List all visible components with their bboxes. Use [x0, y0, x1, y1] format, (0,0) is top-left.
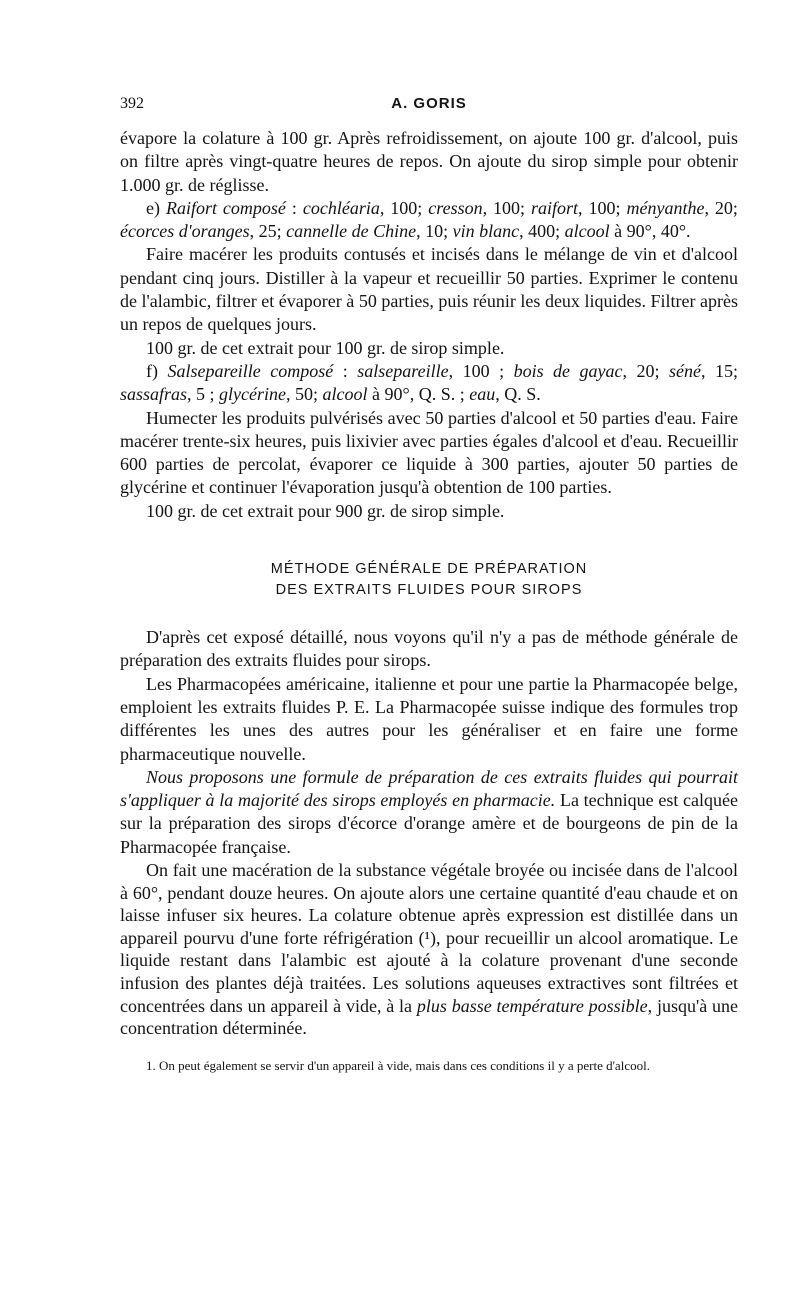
italic-text-run: ményanthe	[626, 197, 705, 218]
page-header	[120, 95, 738, 119]
text-run: , 25;	[249, 221, 287, 242]
italic-text-run: écorces d'oranges	[120, 221, 250, 242]
footnote-text: On peut également se servir d'un appareil à vide, mais dans ces conditions il y a perte d'alcool.	[159, 1057, 650, 1073]
text-run: , jusqu'à une concentration déterminée.	[120, 995, 738, 1039]
italic-text-run: raifort	[531, 197, 579, 218]
text-run: , 20;	[704, 197, 738, 218]
paragraph	[120, 859, 738, 1040]
text-run: , 20;	[622, 360, 669, 381]
text-run: , 100;	[379, 197, 429, 218]
italic-text-run: sassafras	[120, 384, 188, 405]
paragraph	[120, 127, 738, 197]
text-run: , 100 ;	[448, 360, 514, 381]
italic-text-run: vin blanc	[452, 221, 520, 242]
text-run: , 15;	[700, 360, 738, 381]
section-heading-line: DES EXTRAITS FLUIDES POUR SIROPS	[275, 582, 583, 599]
italic-text-run: alcool	[564, 221, 610, 242]
section-heading	[120, 559, 738, 601]
text-run: e)	[146, 197, 166, 218]
text-run: 100 gr. de cet extrait pour 900 gr. de sirop simple.	[146, 500, 505, 521]
text-run: , Q. S.	[495, 384, 541, 405]
text-run: 100 gr. de cet extrait pour 100 gr. de sirop simple.	[146, 337, 505, 358]
text-run: f)	[146, 360, 168, 381]
italic-text-run: salsepareille	[357, 360, 449, 381]
paragraph	[120, 673, 738, 766]
running-title: A. GORIS	[391, 95, 467, 112]
italic-text-run: glycérine	[219, 384, 287, 405]
text-run: , 10;	[416, 221, 453, 242]
paragraph	[120, 243, 738, 336]
italic-text-run: alcool	[322, 384, 368, 405]
paragraph-salsepareille-compose	[120, 360, 738, 407]
text-run: , 5 ;	[187, 384, 220, 405]
text-run: à 90°, Q. S. ;	[367, 384, 470, 405]
text-run: :	[333, 360, 358, 381]
footnote	[120, 1056, 738, 1075]
italic-text-run: eau	[469, 384, 496, 405]
italic-text-run: Raifort composé	[165, 197, 286, 218]
text-run: D'après cet exposé détaillé, nous voyons qu'il n'y a pas de méthode générale de préparation des extraits fluides pour sirops.	[120, 627, 738, 671]
text-run: évapore la colature à 100 gr. Après refroidissement, on ajoute 100 gr. d'alcool, puis on filtre après vingt-quatre heures de repos. On ajoute du sirop simple pour obtenir 1.000 gr. de réglisse.	[120, 128, 738, 195]
text-run: , 100;	[482, 197, 532, 218]
italic-text-run: bois de gayac	[513, 360, 623, 381]
text-run: , 50;	[286, 384, 323, 405]
italic-text-run: cochléaria	[302, 197, 380, 218]
text-run: , 100;	[578, 197, 627, 218]
italic-text-run: plus basse température possible	[416, 995, 648, 1016]
italic-text-run: cresson	[428, 197, 483, 218]
italic-text-run: Salsepareille composé	[167, 360, 334, 381]
italic-text-run: Nous proposons une formule de préparation de ces extraits fluides qui pourrait s'appliquer à la majorité des sirops employés en pharmacie.	[120, 766, 738, 811]
text-run: , 400;	[519, 221, 565, 242]
text-run: Faire macérer les produits contusés et incisés dans le mélange de vin et d'alcool pendant cinq jours. Distiller à la vapeur et recueillir 50 parties. Exprimer le contenu de l'alambic, filtrer et évaporer à 50 parties, puis réunir les deux liquides. Filtrer après un repos de quelques jours.	[120, 244, 738, 335]
italic-text-run: séné	[669, 360, 701, 381]
text-run: :	[285, 197, 303, 218]
paragraph	[120, 626, 738, 673]
text-run: Humecter les produits pulvérisés avec 50 parties d'alcool et 50 parties d'eau. Faire macérer trente-six heures, puis lixivier avec parties égales d'alcool et d'eau. Recueillir 600 parties de percolat, évaporer ce liquide à 300 parties, ajouter 50 parties de glycérine et continuer l'évaporation jusqu'à obtention de 100 parties.	[120, 407, 738, 498]
footnote-marker: 1.	[146, 1057, 156, 1073]
page-number: 392	[120, 95, 144, 112]
paragraph	[120, 337, 738, 360]
paragraph	[120, 407, 738, 500]
text-run: à 90°, 40°.	[609, 221, 691, 242]
text-run: On fait une macération de la substance végétale broyée ou incisée dans de l'alcool à 60°, pendant douze heures. On ajoute alors une certaine quantité d'eau chaude et on laisse infuser six heures. La colature obtenue après expression est distillée dans un appareil pourvu d'une forte réfrigération (¹), pour recueillir un alcool aromatique. Le liquide restant dans l'alambic est ajouté à la colature provenant d'une seconde infusion des plantes déjà traitées. Les solutions aqueuses extractives sont filtrées et concentrées dans un appareil à vide, à la	[120, 860, 738, 1016]
paragraph	[120, 766, 738, 859]
italic-text-run: cannelle de Chine	[286, 221, 417, 242]
section-heading-line: MÉTHODE GÉNÉRALE DE PRÉPARATION	[270, 561, 588, 578]
body-text	[120, 127, 738, 1075]
text-run: La technique est calquée sur la préparation des sirops d'écorce d'orange amère et de bourgeons de pin de la Pharmacopée française.	[120, 790, 738, 857]
text-run: Les Pharmacopées américaine, italienne et pour une partie la Pharmacopée belge, emploient les extraits fluides P. E. La Pharmacopée suisse indique des formules trop différentes les unes des autres pour les généraliser et en faire une forme pharmaceutique nouvelle.	[120, 673, 738, 764]
paragraph	[120, 500, 738, 523]
paragraph-raifort-compose	[120, 197, 738, 244]
